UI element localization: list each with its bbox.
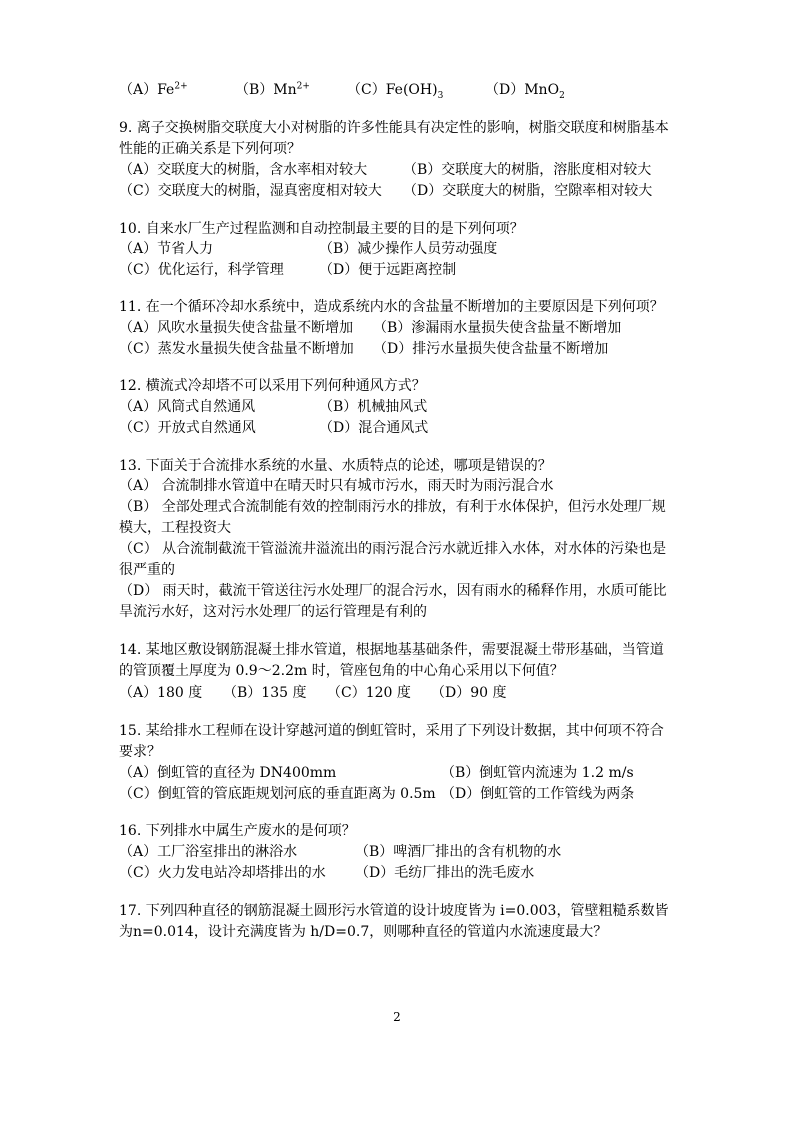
option-d: （D）便于远距离控制 (319, 262, 457, 278)
option-d: （D）交联度大的树脂，空隙率相对较大 (403, 183, 653, 199)
option-b: （B）渗漏雨水量损失使含盐量不断增加 (373, 320, 622, 336)
question-10-stem: 10. 自来水厂生产过程监测和自动控制最主要的目的是下列何项？ (119, 221, 524, 237)
option-a: （A）风吹水量损失使含盐量不断增加 (119, 320, 354, 336)
q8-option-d: （D）MnO$_2$ (485, 82, 565, 101)
option-b: （B） 全部处理式合流制能有效的控制雨污水的排放，有利于水体保护，但污水处理厂规模大，工程投资大 (119, 499, 666, 536)
option-d: （D）混合通风式 (319, 420, 429, 436)
option-c: （C）120 度 (327, 685, 411, 701)
option-a: （A） 合流制排水管道中在晴天时只有城市污水，雨天时为雨污混合水 (119, 478, 554, 494)
question-13-stem: 13. 下面关于合流排水系统的水量、水质特点的论述，哪项是错误的？ (119, 458, 552, 474)
option-c: （C）火力发电站冷却塔排出的水 (119, 865, 326, 881)
q8-option-a: $(A)Fe^{2+}$ (119, 81, 188, 98)
question-12-stem: 12. 横流式冷却塔不可以采用下列何种通风方式？ (119, 378, 426, 394)
option-d: （D）毛纺厂排出的洗毛废水 (355, 865, 535, 881)
option-a: （A）交联度大的树脂，含水率相对较大 (119, 162, 368, 178)
question-11-stem: 11. 在一个循环冷却水系统中，造成系统内水的含盐量不断增加的主要原因是下列何项？ (119, 299, 664, 315)
option-c: （C）倒虹管的管底距规划河底的垂直距离为 0.5m (119, 786, 436, 802)
option-c: （C）开放式自然通风 (119, 420, 256, 436)
q8-option-b: $(B)Mn^{2+}$ (235, 81, 310, 98)
option-c: （C）优化运行，科学管理 (119, 262, 284, 278)
option-d: （D）倒虹管的工作管线为两条 (441, 786, 635, 802)
option-a: （A）180 度 (119, 685, 203, 701)
question-15-stem: 15. 某给排水工程师在设计穿越河道的倒虹管时，采用了下列设计数据，其中何项不符合 要求？ (119, 723, 664, 760)
option-b: （B）倒虹管内流速为 1.2 m/s (441, 765, 634, 781)
option-d: （D）排污水量损失使含盐量不断增加 (373, 341, 609, 357)
question-14-stem: 14. 某地区敷设钢筋混凝土排水管道，根据地基基础条件，需要混凝土带形基础，当管道 的管顶覆土厚度为 0.9～2.2m 时，管座包角的中心角心采用以下何值？ (119, 642, 664, 679)
option-d: （D） 雨天时，截流干管送往污水处理厂的混合污水，因有雨水的稀释作用，水质可能比旱流污水好，这对污水处理厂的运行管理是有利的 (119, 583, 667, 620)
question-16-stem: 16. 下列排水中属生产废水的是何项？ (119, 823, 356, 839)
option-b: （B）啤酒厂排出的含有机物的水 (355, 844, 562, 860)
option-a: （A）工厂浴室排出的淋浴水 (119, 844, 298, 860)
option-c: （C）蒸发水量损失使含盐量不断增加 (119, 341, 354, 357)
option-c: （C） 从合流制截流干管溢流井溢流出的雨污混合污水就近排入水体，对水体的污染也是很严重的 (119, 541, 667, 578)
option-b: （B）135 度 (223, 685, 307, 701)
option-c: （C）交联度大的树脂，湿真密度相对较大 (119, 183, 382, 199)
option-b: （B）交联度大的树脂，溶胀度相对较大 (403, 162, 652, 178)
question-9-stem: 9. 离子交换树脂交联度大小对树脂的许多性能具有决定性的影响，树脂交联度和树脂基本性能的正确关系是下列何项？ (119, 120, 669, 157)
option-a: （A）风筒式自然通风 (119, 399, 256, 415)
option-b: （B）机械抽风式 (319, 399, 428, 415)
q8-option-c: $(C)Fe(OH)_3$ (347, 82, 444, 101)
option-d: （D）90 度 (431, 685, 507, 701)
question-17-stem: 17. 下列四种直径的钢筋混凝土圆形污水管道的设计坡度皆为 i=0.003，管壁粗糙系数皆为n=0.014，设计充满度皆为 h/D=0.7，则哪种直径的管道内水流速度最大？ (119, 903, 669, 940)
option-a: （A）倒虹管的直径为 DN400mm (119, 765, 337, 781)
page-number: 2 (393, 1010, 401, 1024)
option-b: （B）减少操作人员劳动强度 (319, 241, 498, 257)
option-a: （A）节省人力 (119, 241, 214, 257)
